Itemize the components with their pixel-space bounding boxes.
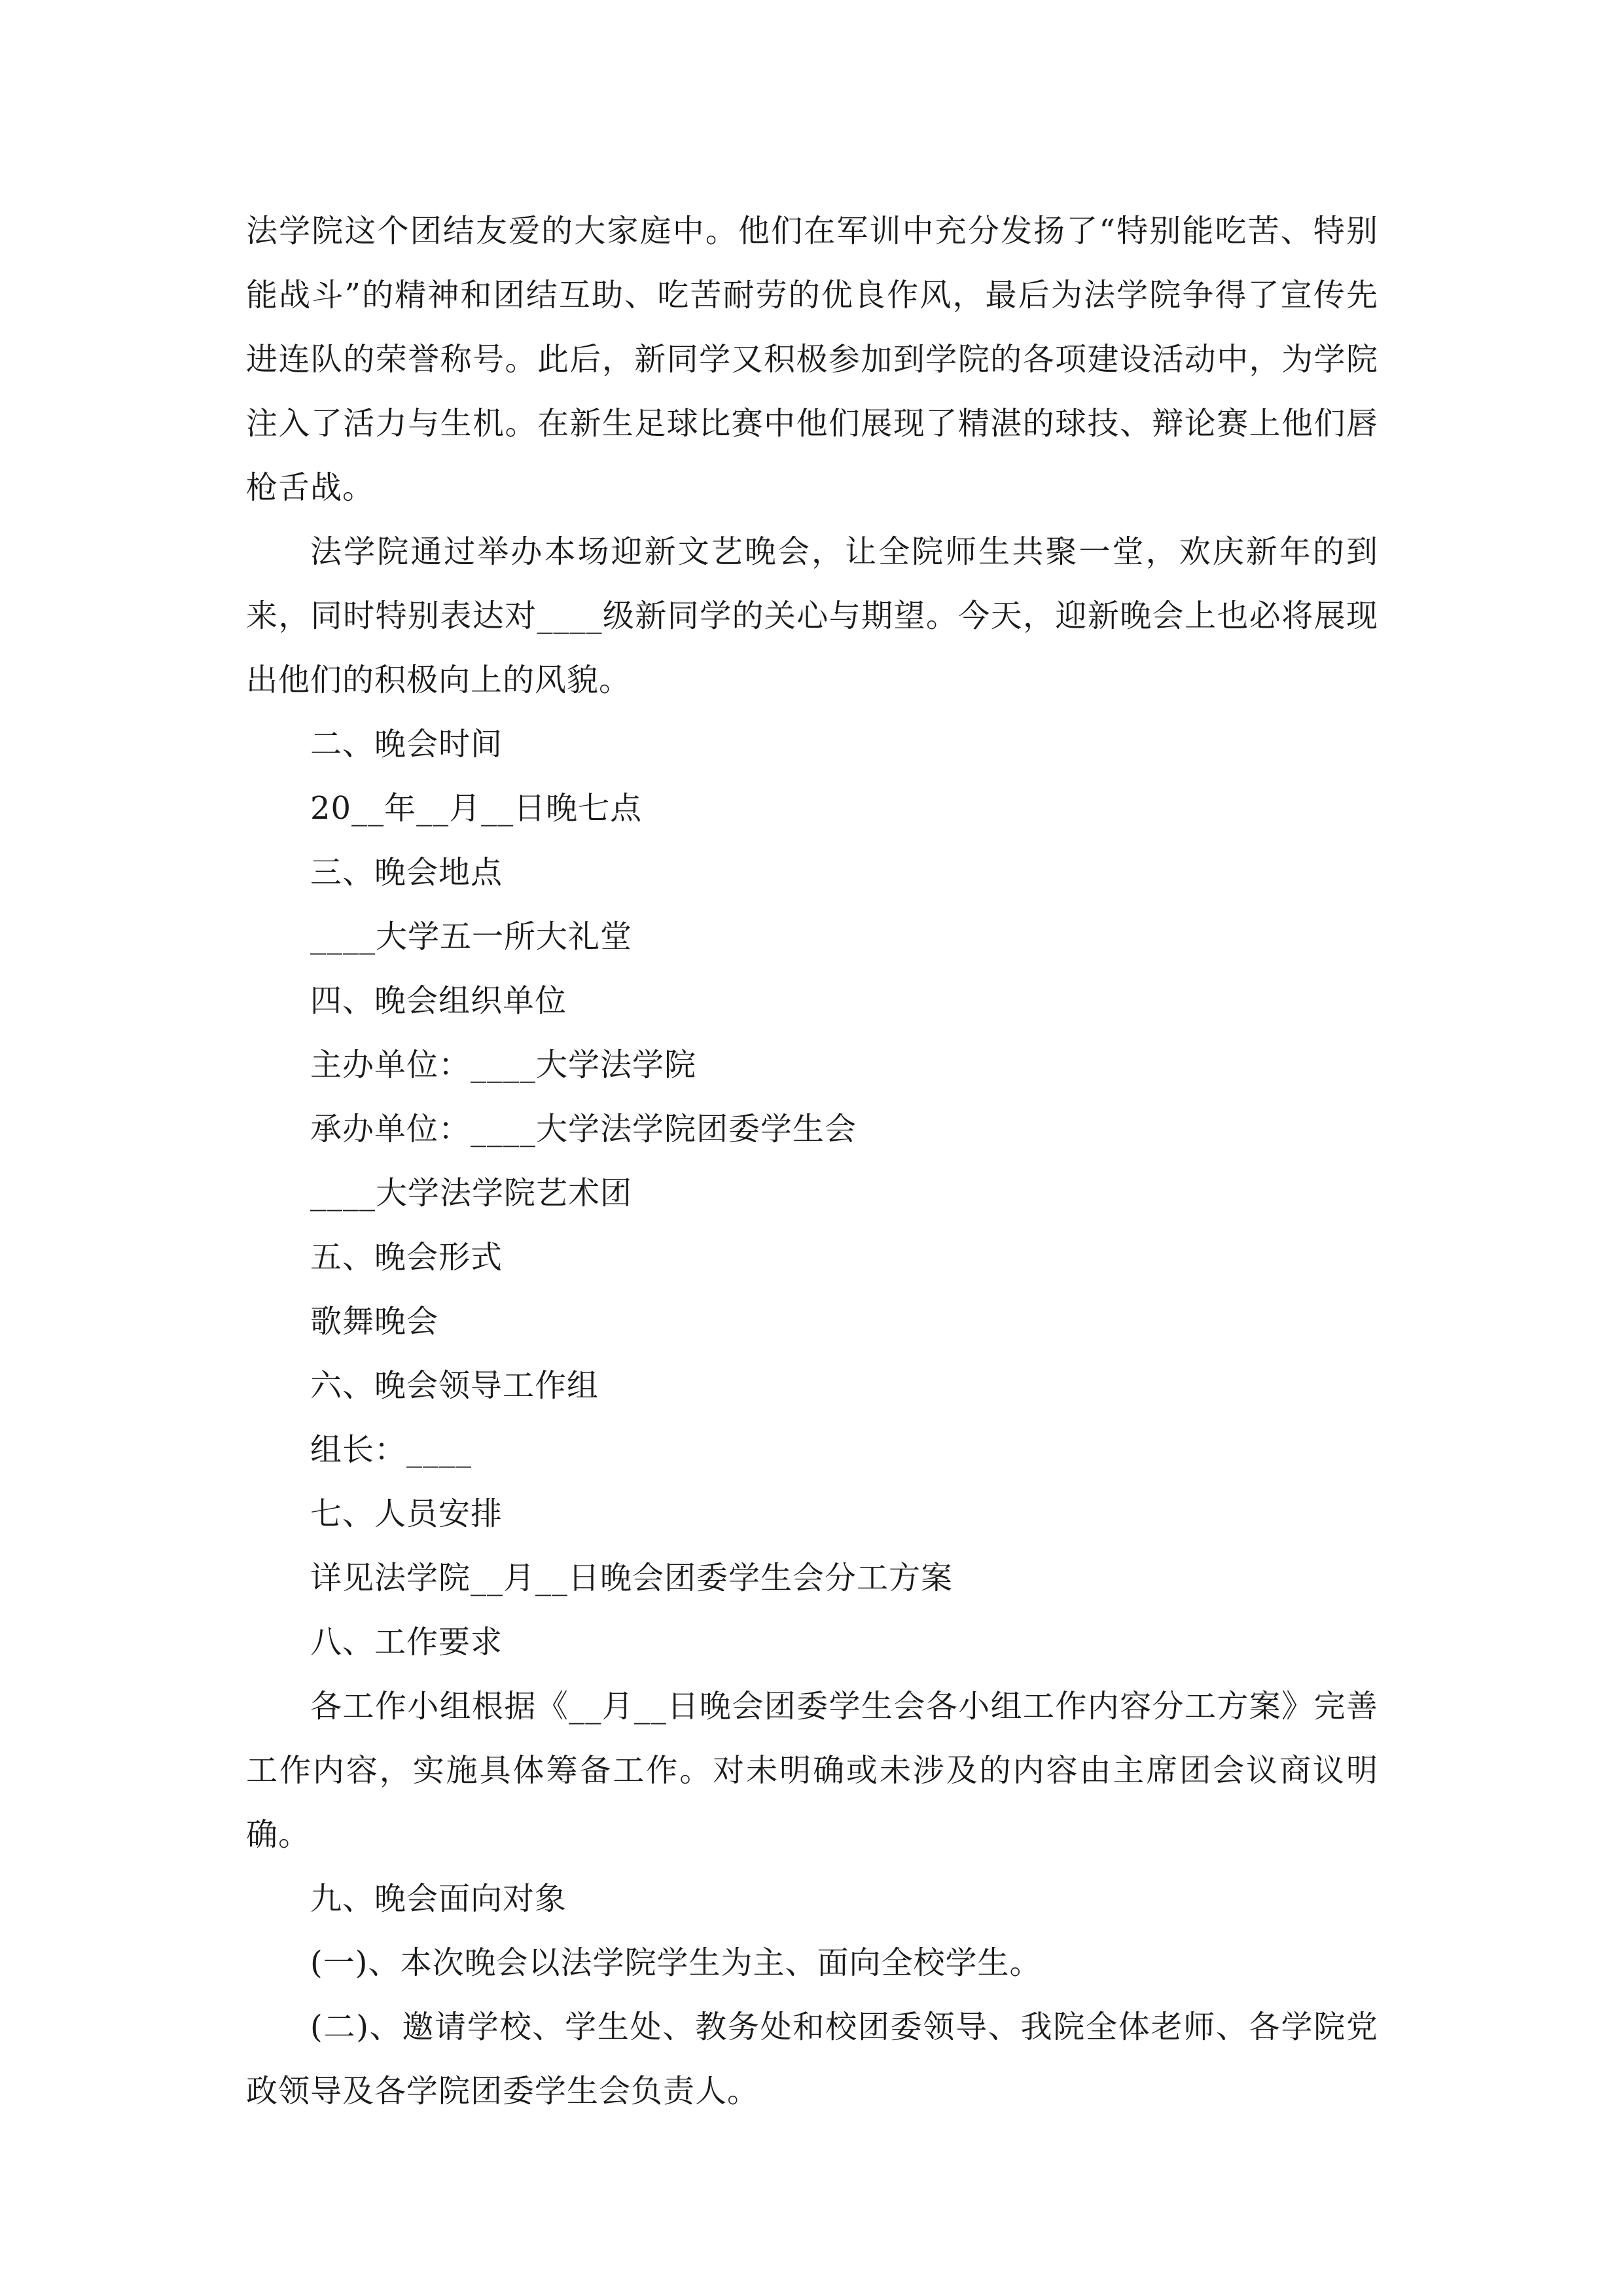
heading-audience: 九、晚会面向对象 bbox=[310, 1880, 567, 1917]
value-staffing: 详见法学院__月__日晚会团委学生会分工方案 bbox=[310, 1560, 954, 1596]
value-location: ____大学五一所大礼堂 bbox=[310, 918, 633, 955]
paragraph-requirements: 各工作小组根据《__月__日晚会团委学生会各小组工作内容分工方案》完善工作内容，实施具体筹备工作。对未明确或未涉及的内容由主席团会议商议明确。 bbox=[246, 1688, 1378, 1853]
paragraph-purpose: 法学院通过举办本场迎新文艺晚会，让全院师生共聚一堂，欢庆新年的到来，同时特别表达对____级新同学的关心与期望。今天，迎新晚会上也必将展现出他们的积极向上的风貌。 bbox=[246, 533, 1378, 698]
document-body bbox=[246, 199, 1378, 2123]
heading-organizers: 四、晚会组织单位 bbox=[310, 982, 567, 1019]
value-format: 歌舞晚会 bbox=[310, 1303, 439, 1340]
value-art-troupe: ____大学法学院艺术团 bbox=[310, 1175, 633, 1211]
heading-time: 二、晚会时间 bbox=[310, 726, 503, 762]
paragraph-intro-continued: 法学院这个团结友爱的大家庭中。他们在军训中充分发扬了“特别能吃苦、特别能战斗”的精神和团结互助、吃苦耐劳的优良作风，最后为法学院争得了宣传先进连队的荣誉称号。此后，新同学又积极参加到学院的各项建设活动中，为学院注入了活力与生机。在新生足球比赛中他们展现了精湛的球技、辩论赛上他们唇枪舌战。 bbox=[246, 213, 1378, 506]
heading-leadership: 六、晚会领导工作组 bbox=[310, 1367, 599, 1404]
heading-format: 五、晚会形式 bbox=[310, 1239, 503, 1276]
value-audience-2: (二)、邀请学校、学生处、教务处和校团委领导、我院全体老师、各学院党政领导及各学院团委学生会负责人。 bbox=[246, 2009, 1378, 2109]
heading-staffing: 七、人员安排 bbox=[310, 1496, 503, 1532]
value-organizer: 承办单位：____大学法学院团委学生会 bbox=[310, 1111, 857, 1147]
heading-location: 三、晚会地点 bbox=[310, 854, 503, 891]
heading-requirements: 八、工作要求 bbox=[310, 1624, 503, 1660]
value-audience-1: (一)、本次晚会以法学院学生为主、面向全校学生。 bbox=[310, 1945, 1042, 1981]
value-leader: 组长：____ bbox=[310, 1431, 473, 1468]
value-time: 20__年__月__日晚七点 bbox=[310, 790, 643, 827]
value-host: 主办单位：____大学法学院 bbox=[310, 1047, 697, 1083]
